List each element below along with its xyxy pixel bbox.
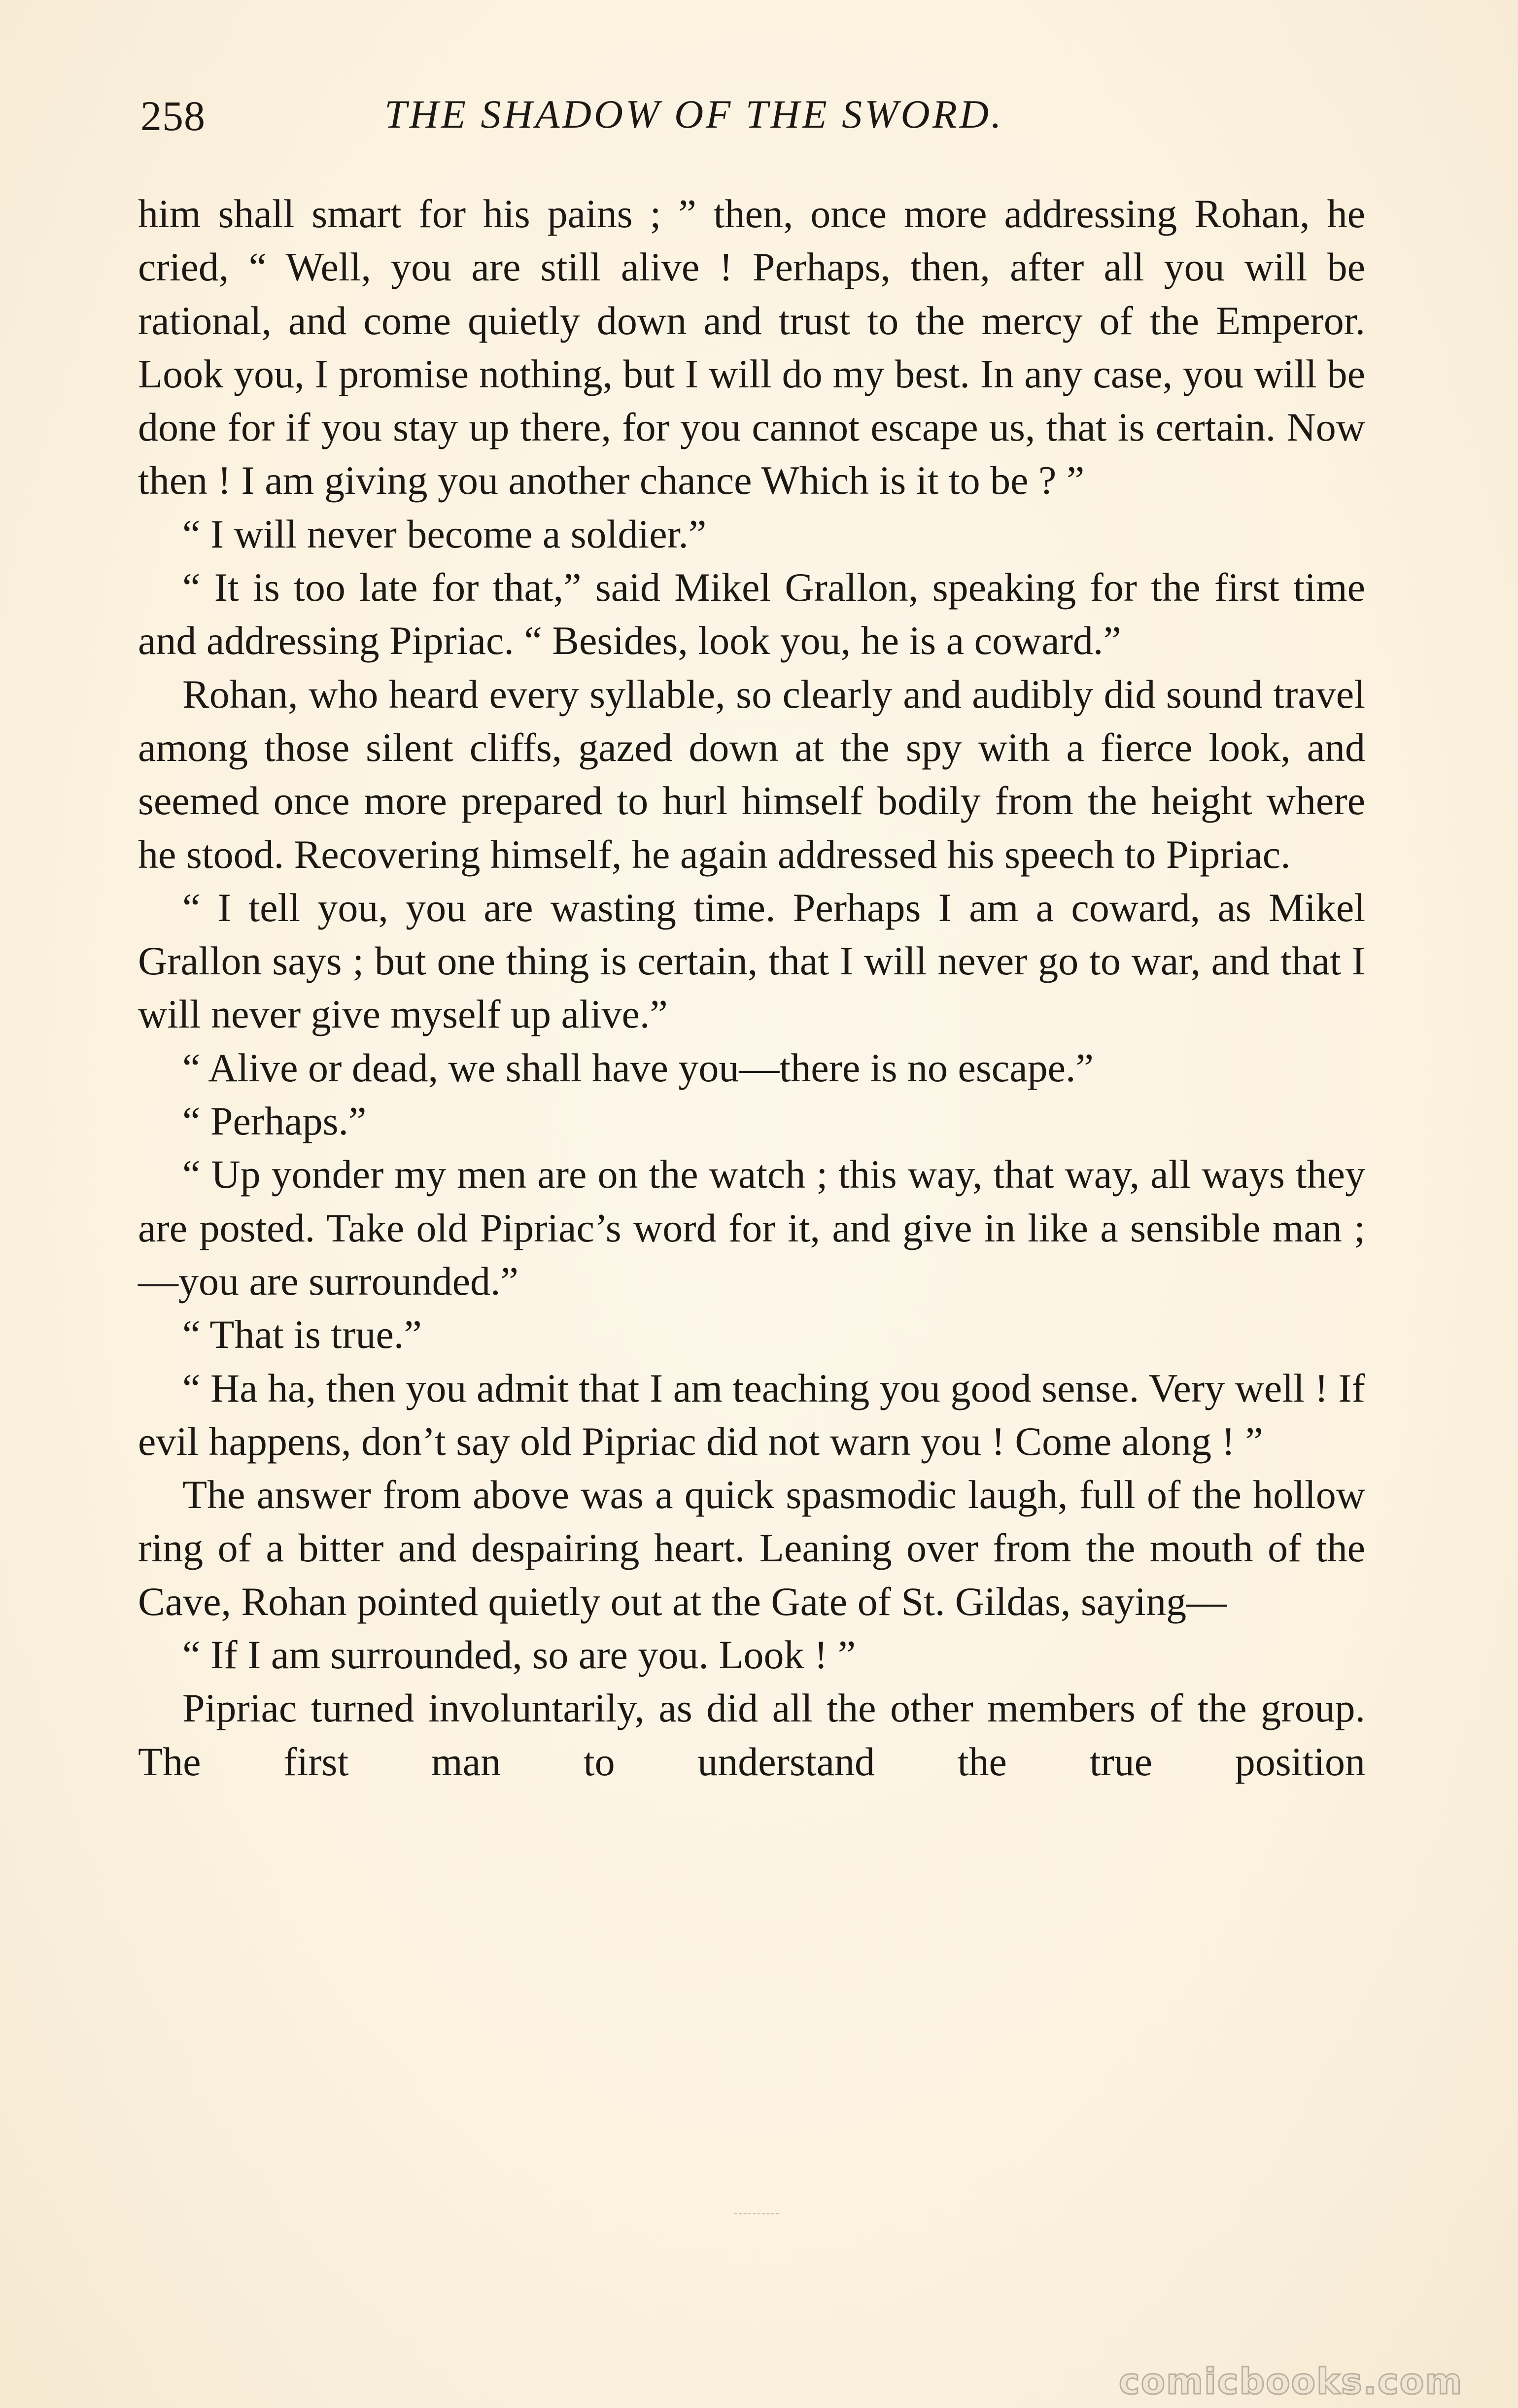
- footer-rule: [734, 2213, 779, 2216]
- paragraph: him shall smart for his pains ; ” then, once more addressing Rohan, he cried, “ Well, you are still alive ! Perhaps, then, after all you will be rational, and come quietly down and trust to the mercy of the Emperor. Look you, I promise nothing, but I will do my best. In any case, you will be done for if you stay up there, for you cannot escape us, that is certain. Now then ! I am giving you another chance Which is it to be ? ”: [138, 191, 1365, 503]
- paragraph: “ Perhaps.”: [182, 1099, 367, 1144]
- paragraph: “ It is too late for that,” said Mikel Grallon, speaking for the first time and addressing Pipriac. “ Besides, look you, he is a coward.”: [138, 565, 1365, 663]
- watermark: comicbooks.com: [1119, 2361, 1463, 2402]
- paragraph: The answer from above was a quick spasmodic laugh, full of the hollow ring of a bitter and despairing heart. Leaning over from the mouth of the Cave, Rohan pointed quietly out at the Gate of St. Gildas, saying—: [138, 1472, 1365, 1624]
- paragraph: “ Ha ha, then you admit that I am teaching you good sense. Very well ! If evil happens, don’t say old Pipriac did not warn you ! Come along ! ”: [138, 1365, 1365, 1464]
- paragraph: Pipriac turned involuntarily, as did all the other members of the group. The first man to understand the true position: [138, 1686, 1365, 1784]
- body-text: [138, 187, 1365, 1789]
- page-number: 258: [140, 92, 206, 139]
- paragraph: “ I will never become a soldier.”: [182, 511, 707, 556]
- paragraph: “ I tell you, you are wasting time. Perhaps I am a coward, as Mikel Grallon says ; but one thing is certain, that I will never go to war, and that I will never give myself up alive.”: [138, 885, 1365, 1037]
- running-title: THE SHADOW OF THE SWORD.: [384, 92, 1004, 137]
- paragraph: “ Alive or dead, we shall have you—there is no escape.”: [182, 1045, 1094, 1090]
- paragraph: “ Up yonder my men are on the watch ; this way, that way, all ways they are posted. Take old Pipriac’s word for it, and give in like a sensible man ;—you are surrounded.”: [138, 1152, 1365, 1304]
- paragraph: Rohan, who heard every syllable, so clearly and audibly did sound travel among those silent cliffs, gazed down at the spy with a fierce look, and seemed once more prepared to hurl himself bodily from the height where he stood. Recovering himself, he again addressed his speech to Pipriac.: [138, 671, 1365, 877]
- paragraph: “ That is true.”: [182, 1312, 422, 1357]
- running-head: [140, 86, 1368, 145]
- paragraph: “ If I am surrounded, so are you. Look ! ”: [182, 1632, 856, 1678]
